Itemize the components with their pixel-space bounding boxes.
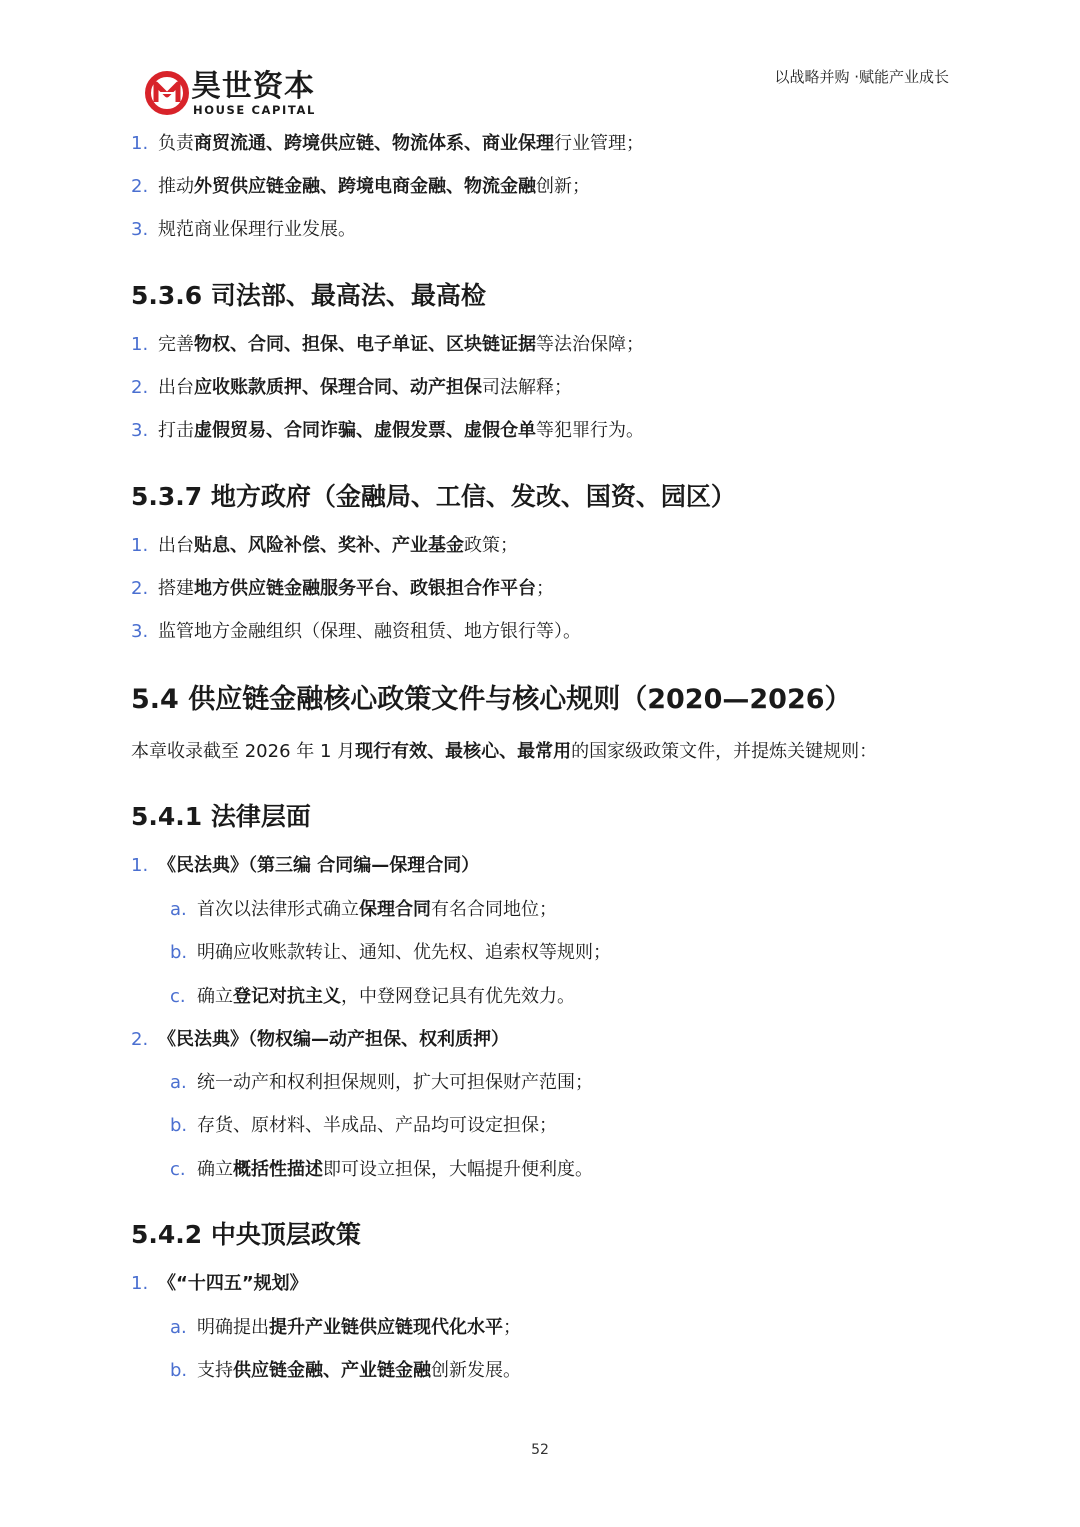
list-number: 2. — [131, 578, 149, 599]
list-item — [131, 619, 581, 645]
list-number: 1. — [131, 1273, 149, 1294]
text-run-bold: 物权、合同、担保、电子单证、区块链证据 — [194, 334, 536, 355]
list-item — [131, 1027, 509, 1053]
text-run-bold: 现行有效、最核心、最常用 — [355, 741, 572, 762]
text-run: 统一动产和权利担保规则，扩大可担保财产范围； — [197, 1072, 593, 1093]
text-run-bold: 登记对抗主义 — [233, 986, 341, 1007]
section-heading-5-4: 5.4 供应链金融核心政策文件与核心规则（2020—2026） — [131, 684, 852, 715]
text-run-bold: 外贸供应链金融、跨境电商金融、物流金融 — [194, 176, 536, 197]
text-run-bold: 《“十四五”规划》 — [158, 1273, 308, 1294]
text-run-bold: 供应链金融、产业链金融 — [233, 1360, 431, 1381]
list-number: 2. — [131, 377, 149, 398]
text-run-bold: 提升产业链供应链现代化水平 — [269, 1317, 503, 1338]
list-item — [131, 375, 572, 401]
text-run-bold: 《民法典》（第三编 合同编—保理合同） — [158, 855, 480, 876]
section-heading-5-4-1: 5.4.1 法律层面 — [131, 802, 311, 831]
section-heading-5-4-2: 5.4.2 中央顶层政策 — [131, 1220, 361, 1249]
text-run: 明确提出 — [197, 1317, 269, 1338]
list-number: 3. — [131, 219, 149, 240]
text-run: 有名合同地位； — [431, 899, 557, 920]
list-item — [131, 418, 644, 444]
text-run: 首次以法律形式确立 — [197, 899, 359, 920]
text-run: 确立 — [197, 986, 233, 1007]
text-run: 出台 — [158, 377, 194, 398]
text-run: 存货、原材料、半成品、产品均可设定担保； — [197, 1115, 557, 1136]
text-run-bold: 贴息、风险补偿、奖补、产业基金 — [194, 535, 464, 556]
house-capital-logo-icon — [143, 68, 193, 118]
list-letter: b. — [170, 942, 188, 963]
page-number: 52 — [531, 1442, 549, 1458]
text-run: 出台 — [158, 535, 194, 556]
text-run: 规范商业保理行业发展。 — [158, 219, 356, 240]
company-logo — [143, 68, 316, 120]
list-item — [131, 853, 479, 879]
text-run: 明确应收账款转让、通知、优先权、追索权等规则； — [197, 942, 611, 963]
list-item — [131, 533, 518, 559]
text-run: 行业管理； — [554, 133, 644, 154]
text-run: 政策； — [464, 535, 518, 556]
text-run-bold: 《民法典》（物权编—动产担保、权利质押） — [158, 1029, 509, 1050]
text-run-bold: 地方供应链金融服务平台、政银担合作平台 — [194, 578, 536, 599]
sub-list-item — [170, 1070, 593, 1096]
text-run: 推动 — [158, 176, 194, 197]
text-run: 创新； — [536, 176, 590, 197]
list-item — [131, 131, 644, 157]
text-run: ，中登网登记具有优先效力。 — [341, 986, 575, 1007]
sub-list-item — [170, 1113, 557, 1139]
section-heading-5-3-6: 5.3.6 司法部、最高法、最高检 — [131, 281, 486, 310]
text-run: 本章收录截至 2026 年 1 月 — [131, 741, 356, 762]
list-letter: a. — [170, 1072, 187, 1093]
text-run: 搭建 — [158, 578, 194, 599]
list-number: 2. — [131, 1029, 149, 1050]
list-number: 1. — [131, 334, 149, 355]
text-run: 即可设立担保，大幅提升便利度。 — [323, 1159, 593, 1180]
list-letter: b. — [170, 1115, 188, 1136]
list-number: 3. — [131, 420, 149, 441]
logo-english-name: HOUSE CAPITAL — [193, 103, 316, 117]
text-run: 的国家级政策文件，并提炼关键规则： — [571, 741, 878, 762]
sub-list-item — [170, 1358, 521, 1384]
text-run: 监管地方金融组织（保理、融资租赁、地方银行等）。 — [158, 621, 581, 642]
text-run: 支持 — [197, 1360, 233, 1381]
list-item — [131, 217, 356, 243]
sub-list-item — [170, 1157, 593, 1183]
text-run: ； — [503, 1317, 521, 1338]
list-number: 2. — [131, 176, 149, 197]
list-item — [131, 332, 644, 358]
sub-list-item — [170, 984, 575, 1010]
text-run: 完善 — [158, 334, 194, 355]
text-run-bold: 虚假贸易、合同诈骗、虚假发票、虚假仓单 — [194, 420, 536, 441]
logo-chinese-name: 昊世资本 — [191, 69, 315, 104]
list-letter: a. — [170, 899, 187, 920]
text-run: 司法解释； — [482, 377, 572, 398]
text-run: 创新发展。 — [431, 1360, 521, 1381]
text-run-bold: 应收账款质押、保理合同、动产担保 — [194, 377, 482, 398]
sub-list-item — [170, 940, 611, 966]
sub-list-item — [170, 897, 557, 923]
list-letter: a. — [170, 1317, 187, 1338]
sub-list-item — [170, 1315, 521, 1341]
section-heading-5-3-7: 5.3.7 地方政府（金融局、工信、发改、国资、园区） — [131, 482, 736, 511]
text-run-bold: 商贸流通、跨境供应链、物流体系、商业保理 — [194, 133, 554, 154]
text-run: 负责 — [158, 133, 194, 154]
list-item — [131, 1271, 308, 1297]
text-run: 打击 — [158, 420, 194, 441]
text-run: 等法治保障； — [536, 334, 644, 355]
list-letter: c. — [170, 986, 186, 1007]
list-number: 1. — [131, 855, 149, 876]
text-run: ； — [536, 578, 554, 599]
list-letter: c. — [170, 1159, 186, 1180]
header-slogan: 以战略并购 ·赋能产业成长 — [774, 68, 949, 86]
list-number: 3. — [131, 621, 149, 642]
chapter-intro — [131, 739, 877, 765]
text-run: 等犯罪行为。 — [536, 420, 644, 441]
list-number: 1. — [131, 535, 149, 556]
text-run: 确立 — [197, 1159, 233, 1180]
text-run-bold: 概括性描述 — [233, 1159, 323, 1180]
list-item — [131, 174, 590, 200]
list-item — [131, 576, 554, 602]
list-letter: b. — [170, 1360, 188, 1381]
list-number: 1. — [131, 133, 149, 154]
text-run-bold: 保理合同 — [359, 899, 431, 920]
